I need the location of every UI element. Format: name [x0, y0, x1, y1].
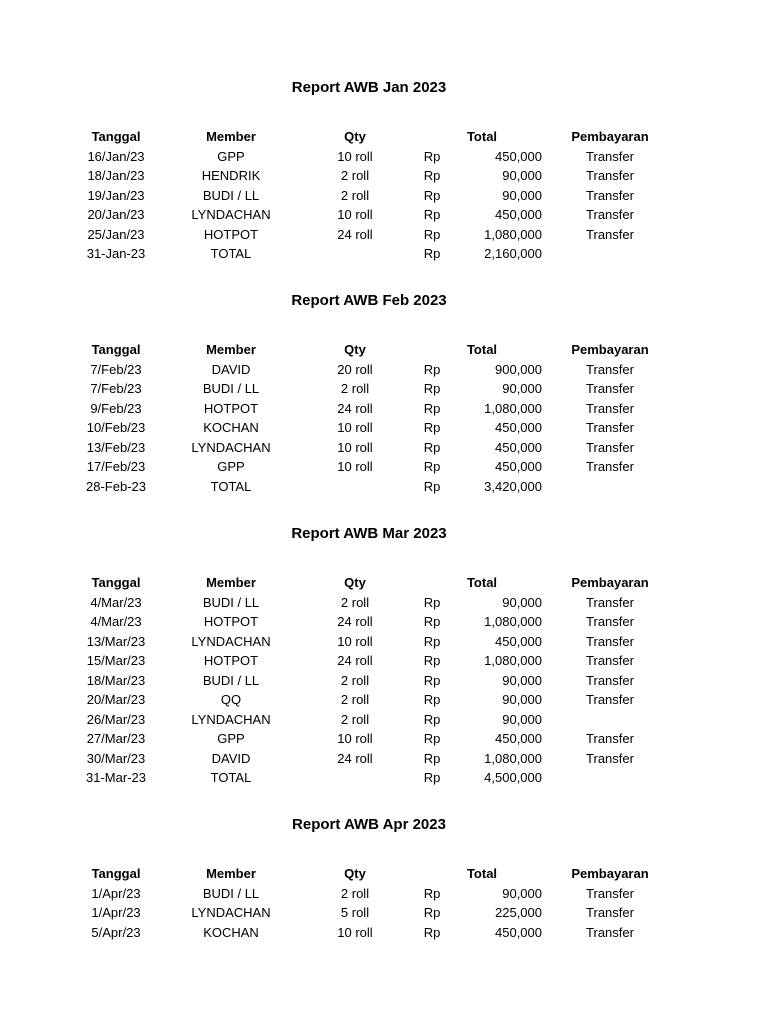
row-total: 450,000: [495, 148, 542, 164]
row-date: 27/Mar/23: [86, 731, 146, 746]
row-date: 15/Mar/23: [86, 653, 146, 668]
row-date: 31-Jan-23: [86, 246, 146, 261]
row-qty: 2 roll: [340, 885, 370, 901]
row-total: 3,420,000: [484, 478, 542, 494]
row-date: 18/Jan/23: [87, 168, 145, 183]
table-header-row: [0, 864, 768, 884]
row-payment: Transfer: [586, 614, 634, 629]
row-total: 450,000: [495, 633, 542, 649]
table-total-row: [0, 244, 768, 264]
row-member: QQ: [220, 692, 242, 707]
row-qty: 10 roll: [337, 459, 373, 474]
row-payment: Transfer: [586, 653, 634, 668]
header-payment: Pembayaran: [571, 129, 649, 144]
row-date: 28-Feb-23: [86, 478, 146, 494]
row-qty: 24 roll: [337, 653, 373, 668]
row-total: 2,160,000: [484, 246, 542, 261]
row-currency: Rp: [423, 885, 441, 901]
table-row: [0, 438, 768, 458]
row-member: TOTAL: [210, 770, 252, 785]
row-member: HOTPOT: [203, 653, 259, 668]
row-member: LYNDACHAN: [191, 905, 271, 920]
table-row: [0, 651, 768, 671]
row-member: DAVID: [211, 361, 251, 377]
row-total: 900,000: [495, 361, 542, 377]
row-total: 450,000: [495, 731, 542, 746]
row-currency: Rp: [423, 381, 441, 396]
header-payment: Pembayaran: [571, 866, 649, 881]
row-payment: Transfer: [586, 672, 634, 688]
row-qty: 5 roll: [340, 905, 370, 920]
row-currency: Rp: [423, 187, 441, 203]
row-date: 1/Apr/23: [91, 885, 141, 901]
header-payment: Pembayaran: [571, 342, 649, 357]
row-currency: Rp: [423, 207, 441, 222]
row-date: 16/Jan/23: [87, 148, 145, 164]
row-total: 90,000: [502, 711, 542, 727]
row-total: 90,000: [502, 168, 542, 183]
row-member: KOCHAN: [203, 924, 259, 940]
row-date: 20/Jan/23: [87, 207, 145, 222]
row-date: 20/Mar/23: [86, 692, 146, 707]
row-date: 26/Mar/23: [86, 711, 146, 727]
row-qty: 2 roll: [340, 711, 370, 727]
row-payment: Transfer: [586, 459, 634, 474]
row-payment: Transfer: [586, 361, 634, 377]
row-date: 31-Mar-23: [86, 770, 146, 785]
row-payment: Transfer: [586, 168, 634, 183]
row-currency: Rp: [423, 750, 441, 766]
row-date: 30/Mar/23: [86, 750, 146, 766]
row-currency: Rp: [423, 168, 441, 183]
row-member: LYNDACHAN: [191, 711, 271, 727]
table-row: [0, 749, 768, 769]
row-date: 5/Apr/23: [91, 924, 141, 940]
row-qty: 2 roll: [340, 594, 370, 610]
header-member: Member: [206, 342, 256, 357]
header-payment: Pembayaran: [571, 575, 649, 590]
row-member: HOTPOT: [203, 614, 259, 629]
row-qty: 10 roll: [337, 420, 373, 435]
row-date: 4/Mar/23: [90, 614, 142, 629]
row-qty: 10 roll: [337, 439, 373, 455]
row-payment: Transfer: [586, 226, 634, 242]
row-total: 1,080,000: [484, 614, 542, 629]
row-currency: Rp: [423, 731, 441, 746]
table-row: [0, 903, 768, 923]
row-currency: Rp: [423, 148, 441, 164]
row-date: 9/Feb/23: [90, 400, 142, 416]
row-member: GPP: [217, 459, 245, 474]
table-header-row: [0, 573, 768, 593]
row-member: KOCHAN: [203, 420, 259, 435]
row-payment: Transfer: [586, 148, 634, 164]
row-date: 7/Feb/23: [90, 361, 142, 377]
row-total: 90,000: [502, 187, 542, 203]
row-currency: Rp: [423, 770, 441, 785]
row-currency: Rp: [423, 420, 441, 435]
row-currency: Rp: [423, 361, 441, 377]
row-member: HOTPOT: [203, 400, 259, 416]
header-member: Member: [206, 129, 256, 144]
row-currency: Rp: [423, 924, 441, 940]
row-date: 13/Feb/23: [86, 439, 146, 455]
row-total: 450,000: [495, 459, 542, 474]
row-date: 4/Mar/23: [90, 594, 142, 610]
table-row: [0, 379, 768, 399]
row-date: 1/Apr/23: [91, 905, 141, 920]
row-currency: Rp: [423, 226, 441, 242]
row-currency: Rp: [423, 246, 441, 261]
report-title: Report AWB Mar 2023: [291, 525, 447, 542]
row-payment: Transfer: [586, 594, 634, 610]
row-member: LYNDACHAN: [191, 207, 271, 222]
header-total: Total: [466, 342, 498, 357]
row-currency: Rp: [423, 672, 441, 688]
row-member: GPP: [217, 148, 245, 164]
row-total: 1,080,000: [484, 400, 542, 416]
row-member: HOTPOT: [203, 226, 259, 242]
row-payment: Transfer: [586, 381, 634, 396]
row-total: 450,000: [495, 924, 542, 940]
row-payment: Transfer: [586, 750, 634, 766]
table-row: [0, 147, 768, 167]
row-currency: Rp: [423, 711, 441, 727]
row-date: 25/Jan/23: [87, 226, 145, 242]
header-date: Tanggal: [91, 575, 141, 590]
row-qty: 24 roll: [337, 614, 373, 629]
row-qty: 24 roll: [337, 400, 373, 416]
header-date: Tanggal: [91, 866, 141, 881]
table-row: [0, 923, 768, 943]
row-total: 450,000: [495, 439, 542, 455]
row-payment: Transfer: [586, 400, 634, 416]
row-member: GPP: [217, 731, 245, 746]
row-total: 450,000: [495, 207, 542, 222]
header-member: Member: [206, 575, 256, 590]
row-member: LYNDACHAN: [191, 633, 271, 649]
row-date: 13/Mar/23: [86, 633, 146, 649]
row-qty: 2 roll: [340, 692, 370, 707]
table-row: [0, 360, 768, 380]
table-row: [0, 632, 768, 652]
row-qty: 10 roll: [337, 633, 373, 649]
row-qty: 10 roll: [337, 924, 373, 940]
row-date: 17/Feb/23: [86, 459, 146, 474]
table-row: [0, 593, 768, 613]
row-total: 450,000: [495, 420, 542, 435]
header-total: Total: [466, 129, 498, 144]
row-total: 4,500,000: [484, 770, 542, 785]
row-total: 90,000: [502, 381, 542, 396]
row-payment: Transfer: [586, 187, 634, 203]
row-member: DAVID: [211, 750, 251, 766]
row-member: TOTAL: [210, 246, 252, 261]
table-header-row: [0, 340, 768, 360]
row-total: 225,000: [495, 905, 542, 920]
row-member: BUDI / LL: [202, 672, 260, 688]
row-date: 10/Feb/23: [86, 420, 146, 435]
row-payment: Transfer: [586, 885, 634, 901]
row-member: BUDI / LL: [202, 187, 260, 203]
table-total-row: [0, 768, 768, 788]
row-payment: Transfer: [586, 439, 634, 455]
row-payment: Transfer: [586, 420, 634, 435]
table-row: [0, 418, 768, 438]
row-qty: 20 roll: [337, 361, 373, 377]
header-member: Member: [206, 866, 256, 881]
row-date: 19/Jan/23: [87, 187, 145, 203]
row-currency: Rp: [423, 400, 441, 416]
row-qty: 10 roll: [337, 207, 373, 222]
row-qty: 24 roll: [337, 226, 373, 242]
row-member: TOTAL: [210, 478, 252, 494]
row-total: 90,000: [502, 692, 542, 707]
row-total: 1,080,000: [484, 750, 542, 766]
row-member: HENDRIK: [201, 168, 261, 183]
row-currency: Rp: [423, 459, 441, 474]
header-qty: Qty: [344, 129, 366, 144]
row-qty: 10 roll: [337, 148, 373, 164]
row-payment: Transfer: [586, 924, 634, 940]
table-header-row: [0, 127, 768, 147]
row-qty: 2 roll: [340, 672, 370, 688]
row-qty: 2 roll: [340, 187, 370, 203]
row-member: BUDI / LL: [202, 885, 260, 901]
row-payment: Transfer: [586, 207, 634, 222]
row-currency: Rp: [423, 653, 441, 668]
header-qty: Qty: [344, 866, 366, 881]
row-qty: 10 roll: [337, 731, 373, 746]
row-total: 1,080,000: [484, 226, 542, 242]
table-row: [0, 690, 768, 710]
row-currency: Rp: [423, 614, 441, 629]
header-total: Total: [466, 866, 498, 881]
table-row: [0, 884, 768, 904]
report-title: Report AWB Jan 2023: [291, 79, 447, 96]
row-payment: Transfer: [586, 731, 634, 746]
table-row: [0, 186, 768, 206]
table-row: [0, 612, 768, 632]
table-row: [0, 671, 768, 691]
row-currency: Rp: [423, 594, 441, 610]
table-row: [0, 166, 768, 186]
row-total: 90,000: [502, 594, 542, 610]
table-row: [0, 399, 768, 419]
row-qty: 2 roll: [340, 168, 370, 183]
row-currency: Rp: [423, 692, 441, 707]
header-qty: Qty: [344, 342, 366, 357]
row-member: LYNDACHAN: [191, 439, 271, 455]
row-total: 1,080,000: [484, 653, 542, 668]
row-qty: 2 roll: [340, 381, 370, 396]
row-payment: Transfer: [586, 905, 634, 920]
row-date: 7/Feb/23: [90, 381, 142, 396]
row-currency: Rp: [423, 478, 441, 494]
header-date: Tanggal: [91, 129, 141, 144]
report-title: Report AWB Apr 2023: [292, 816, 446, 833]
header-total: Total: [466, 575, 498, 590]
header-date: Tanggal: [91, 342, 141, 357]
row-payment: Transfer: [586, 692, 634, 707]
row-member: BUDI / LL: [202, 381, 260, 396]
table-row: [0, 225, 768, 245]
row-total: 90,000: [502, 885, 542, 901]
report-title: Report AWB Feb 2023: [291, 292, 447, 309]
table-row: [0, 729, 768, 749]
row-member: BUDI / LL: [202, 594, 260, 610]
row-qty: 24 roll: [337, 750, 373, 766]
row-date: 18/Mar/23: [86, 672, 146, 688]
header-qty: Qty: [344, 575, 366, 590]
table-row: [0, 710, 768, 730]
row-currency: Rp: [423, 905, 441, 920]
table-row: [0, 205, 768, 225]
row-payment: Transfer: [586, 633, 634, 649]
row-currency: Rp: [423, 633, 441, 649]
row-total: 90,000: [502, 672, 542, 688]
table-total-row: [0, 477, 768, 497]
table-row: [0, 457, 768, 477]
row-currency: Rp: [423, 439, 441, 455]
